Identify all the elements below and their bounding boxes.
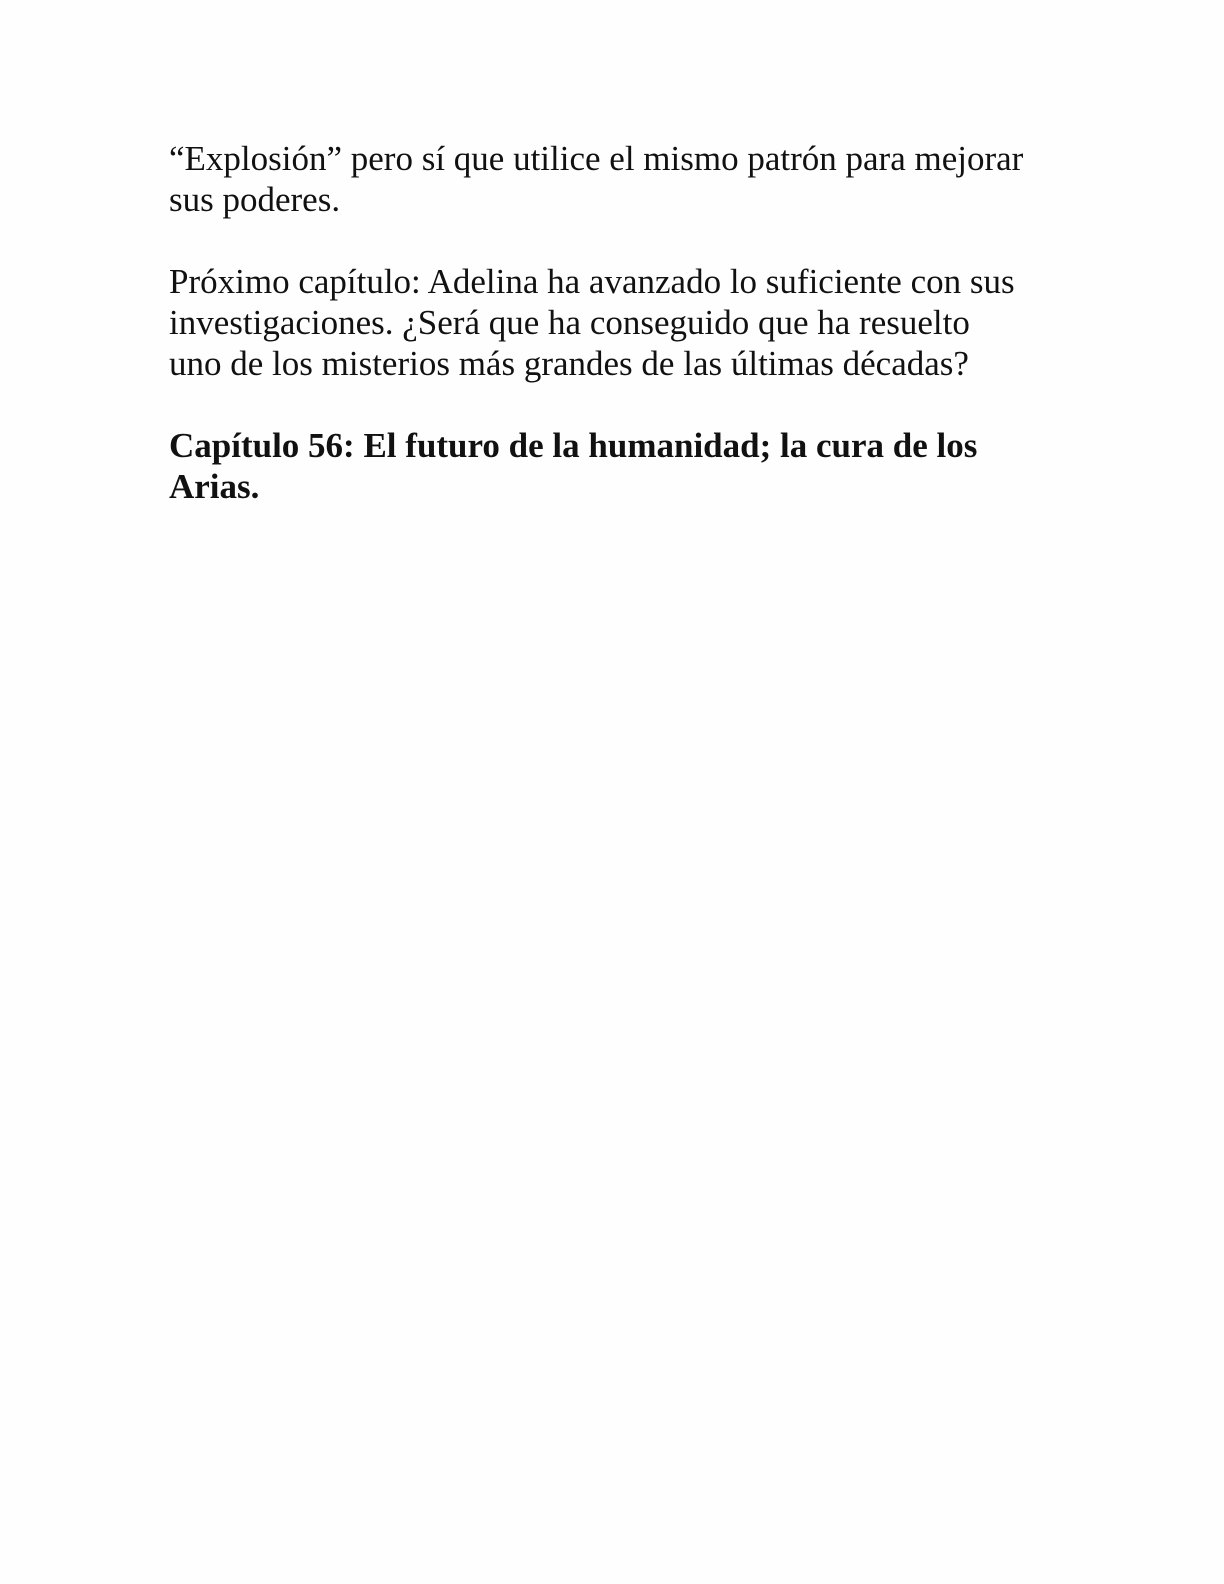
page-content — [169, 138, 1059, 507]
paragraph-1: “Explosión” pero sí que utilice el mismo patrón para mejorar sus poderes. — [169, 139, 1024, 219]
paragraph-2: Próximo capítulo: Adelina ha avanzado lo suficiente con sus investigaciones. ¿Será que ha conseguido que ha resuelto uno de los misterios más grandes de las últimas décadas? — [169, 262, 1015, 383]
chapter-heading: Capítulo 56: El futuro de la humanidad; la cura de los Arias. — [169, 426, 978, 506]
